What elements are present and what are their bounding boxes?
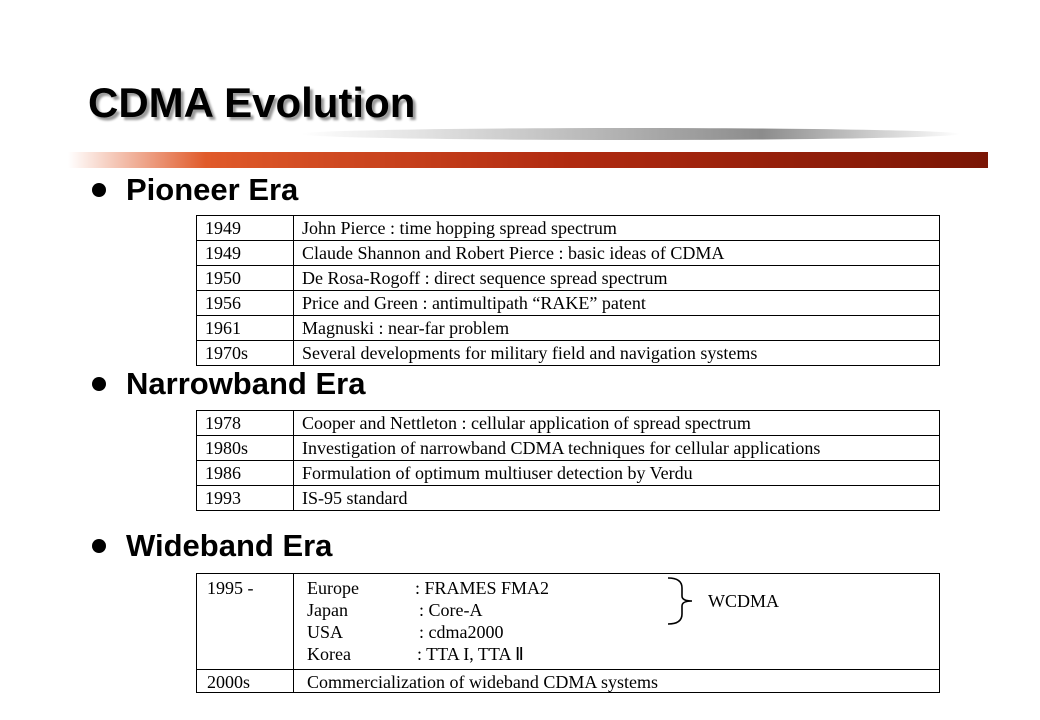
year-cell: 1949 xyxy=(197,241,294,266)
section-label: Wideband Era xyxy=(126,528,333,563)
technology-label: : TTA I, TTA Ⅱ xyxy=(417,644,524,664)
year-cell: 1995 - xyxy=(207,578,254,598)
description-cell: IS-95 standard xyxy=(294,486,940,511)
table-row xyxy=(197,411,940,436)
year-cell: 1970s xyxy=(197,341,294,366)
year-cell: 1978 xyxy=(197,411,294,436)
description-cell: Commercialization of wideband CDMA systems xyxy=(307,672,658,692)
wcdma-label: WCDMA xyxy=(708,591,779,611)
description-cell: Claude Shannon and Robert Pierce : basic ideas of CDMA xyxy=(294,241,940,266)
description-cell: De Rosa-Rogoff : direct sequence spread spectrum xyxy=(294,266,940,291)
year-cell: 1986 xyxy=(197,461,294,486)
narrowband-era-table xyxy=(196,410,940,511)
bullet-icon xyxy=(92,377,106,391)
year-cell: 1949 xyxy=(197,216,294,241)
right-brace-icon xyxy=(666,576,696,626)
table-row xyxy=(197,486,940,511)
region-label: Korea xyxy=(307,644,351,664)
year-cell: 2000s xyxy=(207,672,251,692)
description-cell: Investigation of narrowband CDMA techniques for cellular applications xyxy=(294,436,940,461)
table-row xyxy=(197,341,940,366)
title-underline-gray xyxy=(300,128,960,140)
column-divider xyxy=(293,574,294,692)
section-wideband-era xyxy=(92,526,332,566)
year-cell: 1950 xyxy=(197,266,294,291)
table-row xyxy=(197,266,940,291)
description-cell: John Pierce : time hopping spread spectrum xyxy=(294,216,940,241)
bullet-icon xyxy=(92,183,106,197)
year-cell: 1980s xyxy=(197,436,294,461)
section-narrowband-era xyxy=(92,364,365,404)
description-cell: Several developments for military field and navigation systems xyxy=(294,341,940,366)
wideband-era-table xyxy=(196,573,940,693)
title-underline-red xyxy=(68,152,988,168)
region-label: Japan xyxy=(307,600,348,620)
slide-title: CDMA Evolution xyxy=(88,79,416,126)
description-cell: Magnuski : near-far problem xyxy=(294,316,940,341)
section-label: Narrowband Era xyxy=(126,366,366,401)
year-cell: 1961 xyxy=(197,316,294,341)
row-divider xyxy=(197,669,939,670)
table-row xyxy=(197,241,940,266)
bullet-icon xyxy=(92,539,106,553)
pioneer-era-table xyxy=(196,215,940,366)
technology-label: : cdma2000 xyxy=(419,622,504,642)
technology-label: : FRAMES FMA2 xyxy=(415,578,550,598)
year-cell: 1956 xyxy=(197,291,294,316)
region-label: USA xyxy=(307,622,344,642)
description-cell: Cooper and Nettleton : cellular application of spread spectrum xyxy=(294,411,940,436)
table-row xyxy=(197,216,940,241)
table-row xyxy=(197,436,940,461)
description-cell: Formulation of optimum multiuser detection by Verdu xyxy=(294,461,940,486)
year-cell: 1993 xyxy=(197,486,294,511)
table-row xyxy=(197,291,940,316)
region-label: Europe xyxy=(307,578,359,598)
description-cell: Price and Green : antimultipath “RAKE” patent xyxy=(294,291,940,316)
table-row xyxy=(197,316,940,341)
technology-label: : Core-A xyxy=(419,600,483,620)
section-label: Pioneer Era xyxy=(126,172,299,207)
section-pioneer-era xyxy=(92,170,298,210)
table-row xyxy=(197,461,940,486)
